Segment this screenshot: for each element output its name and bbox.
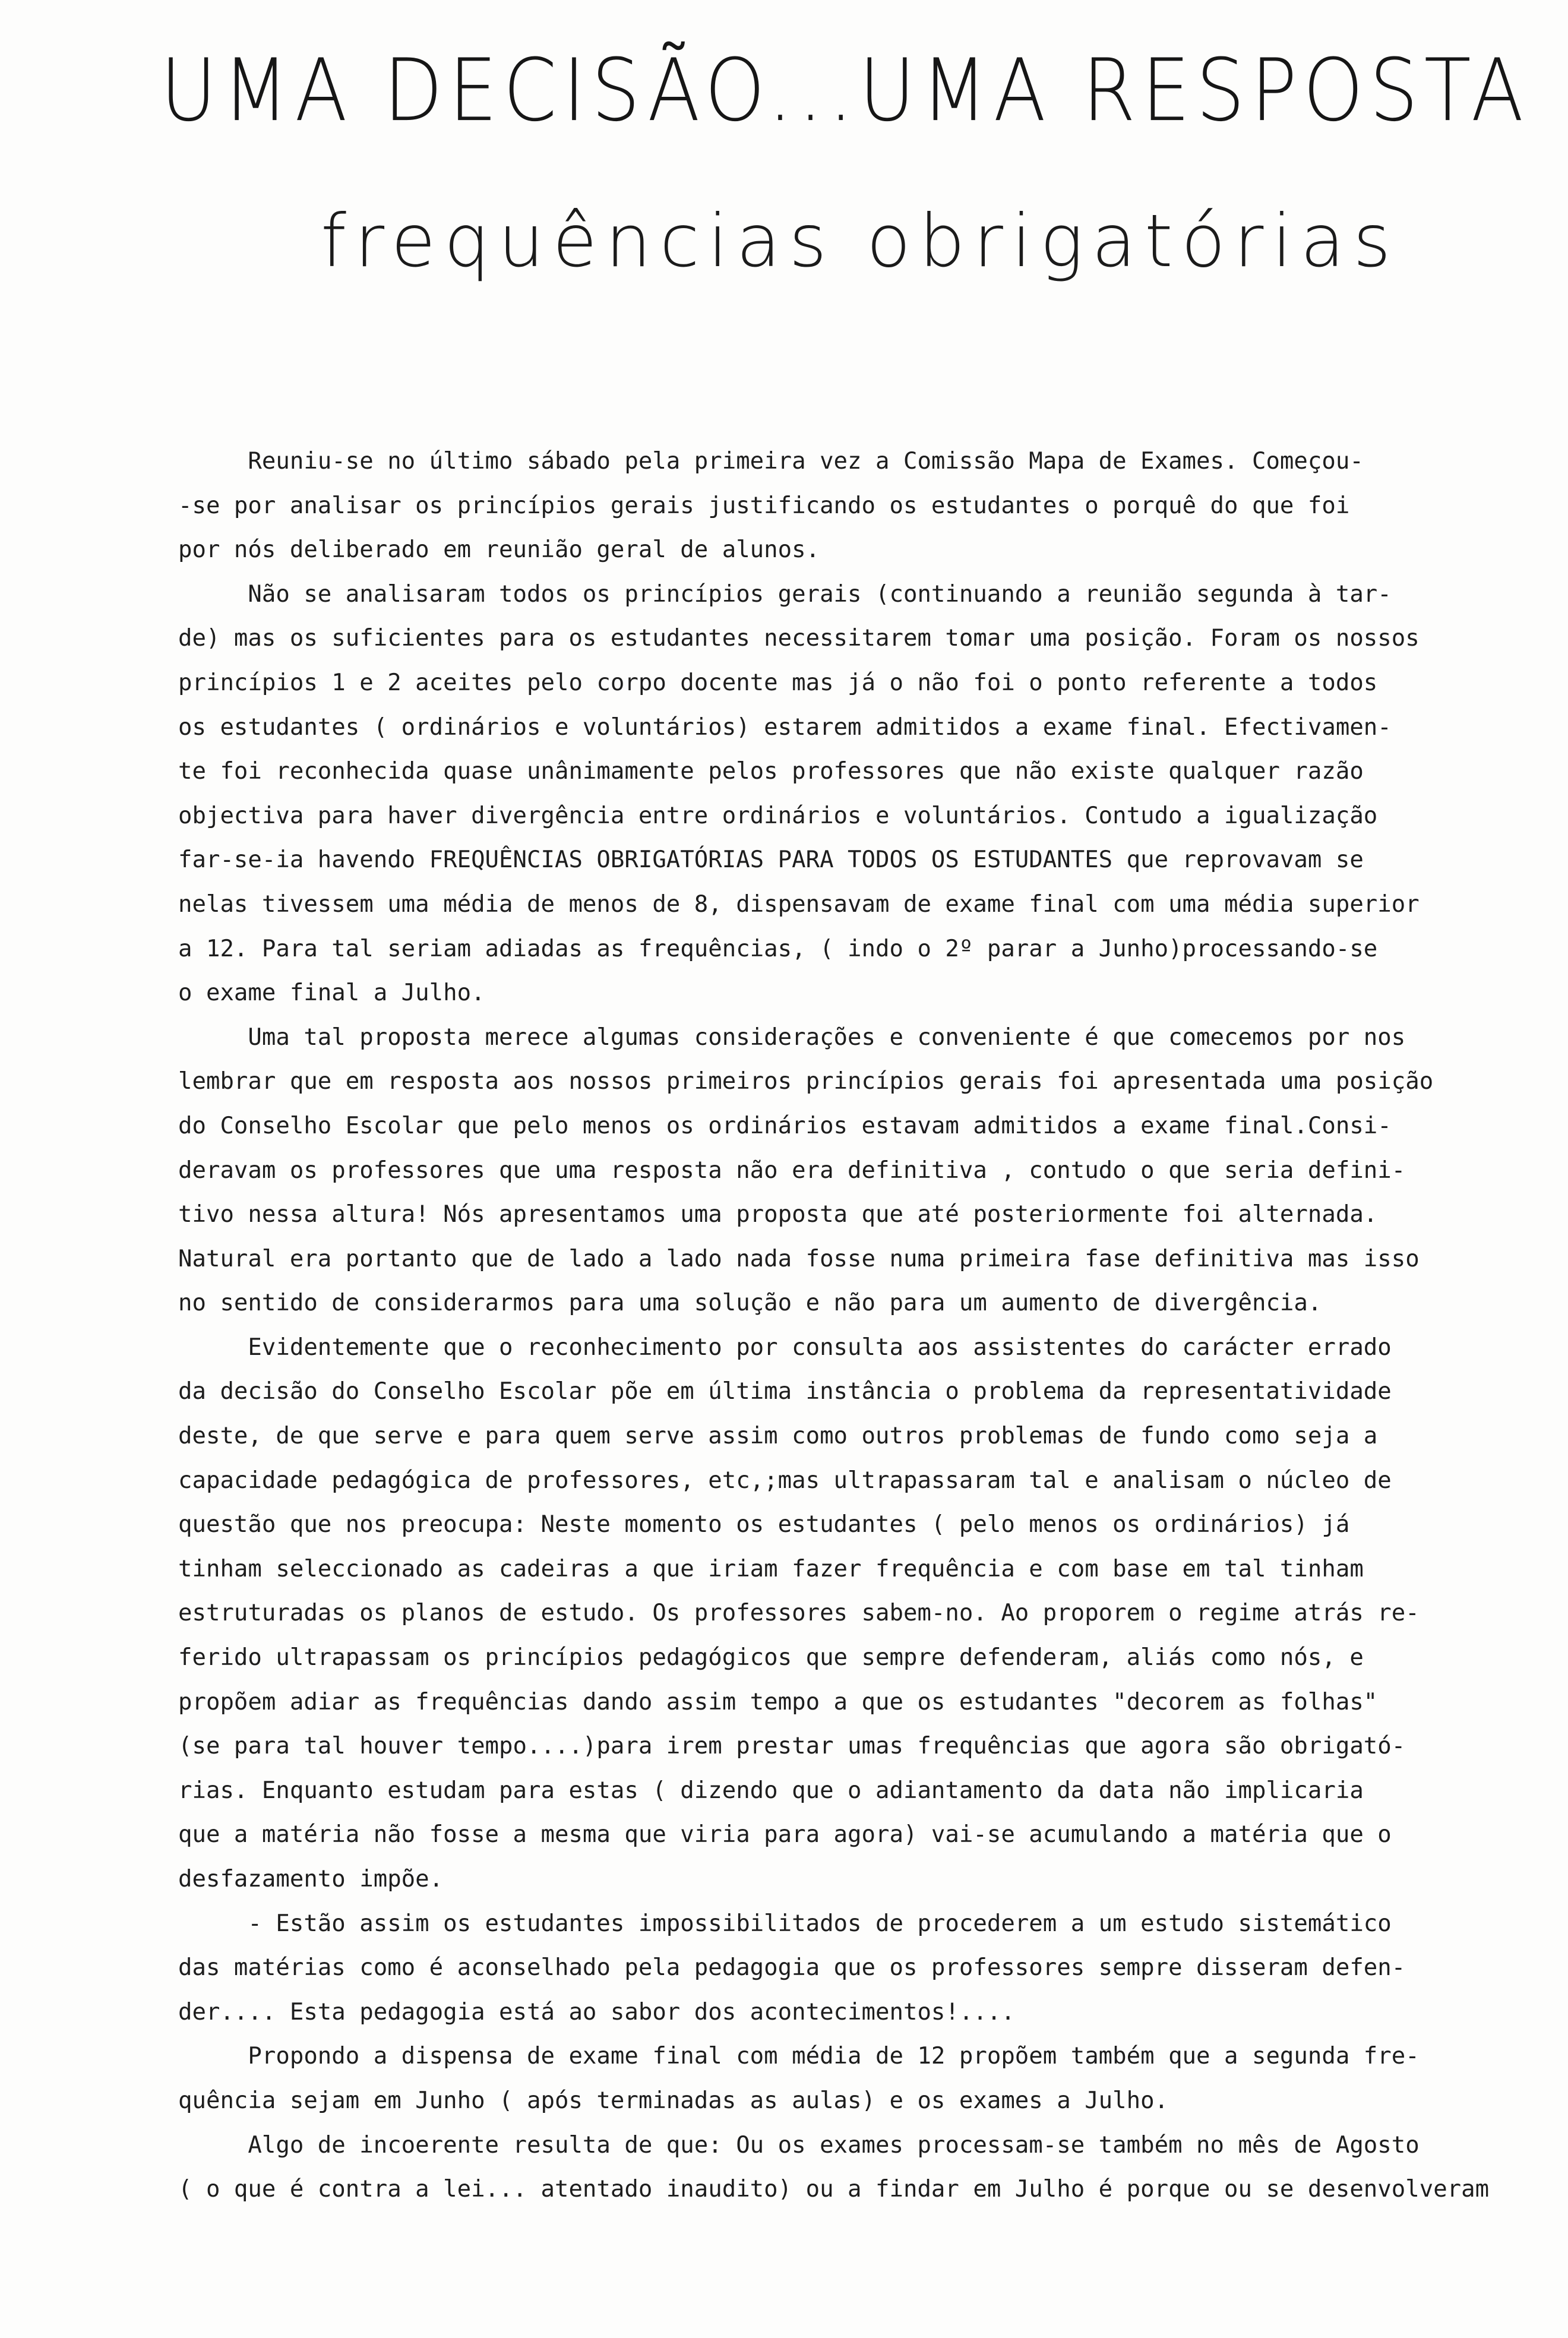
text-line: que a matéria não fosse a mesma que viria para agora) vai-se acumulando a matéria que o: [178, 1821, 1392, 1849]
document-title: UMA DECISÃO...UMA RESPOSTA: [160, 40, 1530, 141]
text-line: ferido ultrapassam os princípios pedagógicos que sempre defenderam, aliás como nós, e: [178, 1644, 1364, 1672]
text-line: questão que nos preocupa: Neste momento os estudantes ( pelo menos os ordinários) já: [178, 1511, 1350, 1538]
text-line: das matérias como é aconselhado pela pedagogia que os professores sempre disseram defen-: [178, 1954, 1406, 1982]
text-line: deravam os professores que uma resposta não era definitiva , contudo o que seria defini-: [178, 1157, 1406, 1184]
text-line: ( o que é contra a lei... atentado inaudito) ou a findar em Julho é porque ou se desenvolveram: [178, 2176, 1490, 2203]
text-line: der.... Esta pedagogia está ao sabor dos acontecimentos!....: [178, 1998, 1015, 2026]
text-line: estruturadas os planos de estudo. Os professores sabem-no. Ao proporem o regime atrás re-: [178, 1600, 1420, 1627]
text-line: por nós deliberado em reunião geral de alunos.: [178, 536, 820, 564]
text-line: -se por analisar os princípios gerais justificando os estudantes o porquê do que foi: [178, 492, 1350, 519]
text-line: objectiva para haver divergência entre ordinários e voluntários. Contudo a igualização: [178, 802, 1378, 829]
text-line: - Estão assim os estudantes impossibilitados de procederem a um estudo sistemático: [178, 1910, 1392, 1937]
text-line: far-se-ia havendo FREQUÊNCIAS OBRIGATÓRIAS PARA TODOS OS ESTUDANTES que reprovavam se: [178, 846, 1364, 874]
text-line: (se para tal houver tempo....)para irem prestar umas frequências que agora são obrigató-: [178, 1733, 1406, 1760]
text-line: o exame final a Julho.: [178, 980, 485, 1007]
text-line: Evidentemente que o reconhecimento por consulta aos assistentes do carácter errado: [178, 1334, 1392, 1361]
text-line: Uma tal proposta merece algumas considerações e conveniente é que comecemos por nos: [178, 1023, 1406, 1051]
text-line: tivo nessa altura! Nós apresentamos uma proposta que até posteriormente foi alternada.: [178, 1201, 1378, 1228]
text-line: quência sejam em Junho ( após terminadas as aulas) e os exames a Julho.: [178, 2087, 1169, 2114]
document-body: [178, 440, 1538, 2212]
text-line: do Conselho Escolar que pelo menos os ordinários estavam admitidos a exame final.Consi-: [178, 1112, 1392, 1139]
text-line: deste, de que serve e para quem serve assim como outros problemas de fundo como seja a: [178, 1423, 1378, 1450]
text-line: da decisão do Conselho Escolar põe em última instância o problema da representatividade: [178, 1378, 1392, 1405]
text-line: tinham seleccionado as cadeiras a que iriam fazer frequência e com base em tal tinham: [178, 1555, 1364, 1582]
text-line: Algo de incoerente resulta de que: Ou os exames processam-se também no mês de Agosto: [178, 2131, 1420, 2159]
text-line: a 12. Para tal seriam adiadas as frequências, ( indo o 2º parar a Junho)processando-se: [178, 935, 1378, 962]
text-line: Não se analisaram todos os princípios gerais (continuando a reunião segunda à tar-: [178, 580, 1392, 608]
text-line: desfazamento impõe.: [178, 1866, 444, 1892]
text-line: rias. Enquanto estudam para estas ( dizendo que o adiantamento da data não implicaria: [178, 1777, 1364, 1804]
text-line: de) mas os suficientes para os estudantes necessitarem tomar uma posição. Foram os nossos: [178, 625, 1420, 652]
text-line: Natural era portanto que de lado a lado nada fosse numa primeira fase definitiva mas isso: [178, 1245, 1420, 1272]
text-line: nelas tivessem uma média de menos de 8, dispensavam de exame final com uma média superior: [178, 890, 1420, 918]
text-line: princípios 1 e 2 aceites pelo corpo docente mas já o não foi o ponto referente a todos: [178, 669, 1378, 696]
text-line: capacidade pedagógica de professores, etc,;mas ultrapassaram tal e analisam o núcleo de: [178, 1467, 1392, 1494]
document-subtitle: frequências obrigatórias: [321, 199, 1399, 283]
text-line: propõem adiar as frequências dando assim tempo a que os estudantes "decorem as folhas": [178, 1688, 1378, 1715]
text-line: Reuniu-se no último sábado pela primeira vez a Comissão Mapa de Exames. Começou-: [178, 448, 1364, 475]
text-line: os estudantes ( ordinários e voluntários) estarem admitidos a exame final. Efectivamen-: [178, 713, 1392, 741]
text-line: Propondo a dispensa de exame final com média de 12 propõem também que a segunda fre-: [178, 2043, 1420, 2070]
text-line: no sentido de considerarmos para uma solução e não para um aumento de divergência.: [178, 1290, 1322, 1317]
text-line: te foi reconhecida quase unânimamente pelos professores que não existe qualquer razão: [178, 758, 1364, 785]
text-line: lembrar que em resposta aos nossos primeiros princípios gerais foi apresentada uma posição: [178, 1068, 1434, 1095]
